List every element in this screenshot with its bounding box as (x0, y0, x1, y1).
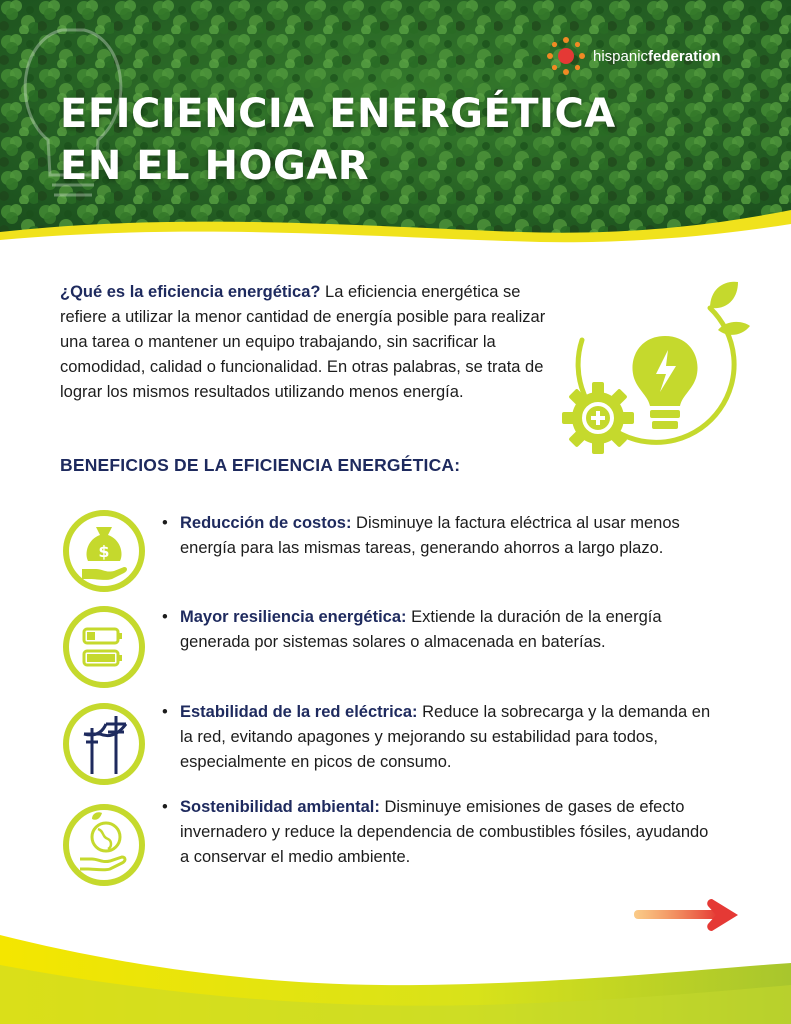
money-bag-hand-icon (62, 509, 146, 593)
benefit-description: Reduce la sobrecarga y la demanda en la red, evitando apagones y mejorando su estabilidad para todos, especialmente en picos de consumo. (180, 703, 711, 771)
intro-text: La eficiencia energética se refiere a utilizar la menor cantidad de energía posible para realizar una tarea o mantener un equipo trabajando, sin sacrificar la comodidad, calidad o funcionalidad. En otras palabras, se trata de lograr los mismos resultados utilizando menos energía. (60, 283, 546, 401)
intro-paragraph (60, 280, 560, 405)
brand-logo[interactable] (545, 36, 721, 76)
benefit-title: Estabilidad de la red eléctrica: (180, 703, 418, 721)
power-lines-icon (62, 702, 146, 786)
page-title-line2: EN EL HOGAR (60, 143, 370, 189)
benefit-text (162, 700, 720, 775)
bullet-marker: • (162, 514, 168, 532)
benefit-title: Reducción de costos: (180, 514, 352, 532)
benefit-text (162, 511, 720, 561)
benefit-description: Disminuye la factura eléctrica al usar menos energía para las mismas tareas, generando ahorros a largo plazo. (180, 514, 680, 557)
bullet-marker: • (162, 703, 168, 721)
page-title-line1: EFICIENCIA ENERGÉTICA (60, 91, 616, 137)
intro-question: ¿Qué es la eficiencia energética? (60, 283, 321, 301)
brand-name-light: hispanic (593, 47, 649, 65)
hero-header (0, 0, 791, 250)
globe-hand-icon (62, 803, 146, 887)
page-title (60, 88, 616, 192)
sun-logo-icon (545, 35, 587, 77)
benefit-title: Sostenibilidad ambiental: (180, 798, 380, 816)
benefit-text (162, 795, 720, 870)
eco-lightbulb-gear-icon (560, 278, 750, 458)
benefit-description: Disminuye emisiones de gases de efecto invernadero y reduce la dependencia de combustibles fósiles, ayudando a conservar el medio ambiente. (180, 798, 709, 866)
benefit-description: Extiende la duración de la energía generada por sistemas solares o almacenada en baterías. (180, 608, 662, 651)
bullet-marker: • (162, 608, 168, 626)
bullet-marker: • (162, 798, 168, 816)
footer-wave (0, 925, 791, 1024)
brand-name-bold: federation (648, 47, 721, 65)
benefit-text (162, 605, 720, 655)
benefits-heading: BENEFICIOS DE LA EFICIENCIA ENERGÉTICA: (60, 455, 461, 475)
brand-name (593, 48, 721, 65)
battery-icon (62, 605, 146, 689)
benefit-title: Mayor resiliencia energética: (180, 608, 407, 626)
svg-text:$: $ (98, 542, 110, 561)
